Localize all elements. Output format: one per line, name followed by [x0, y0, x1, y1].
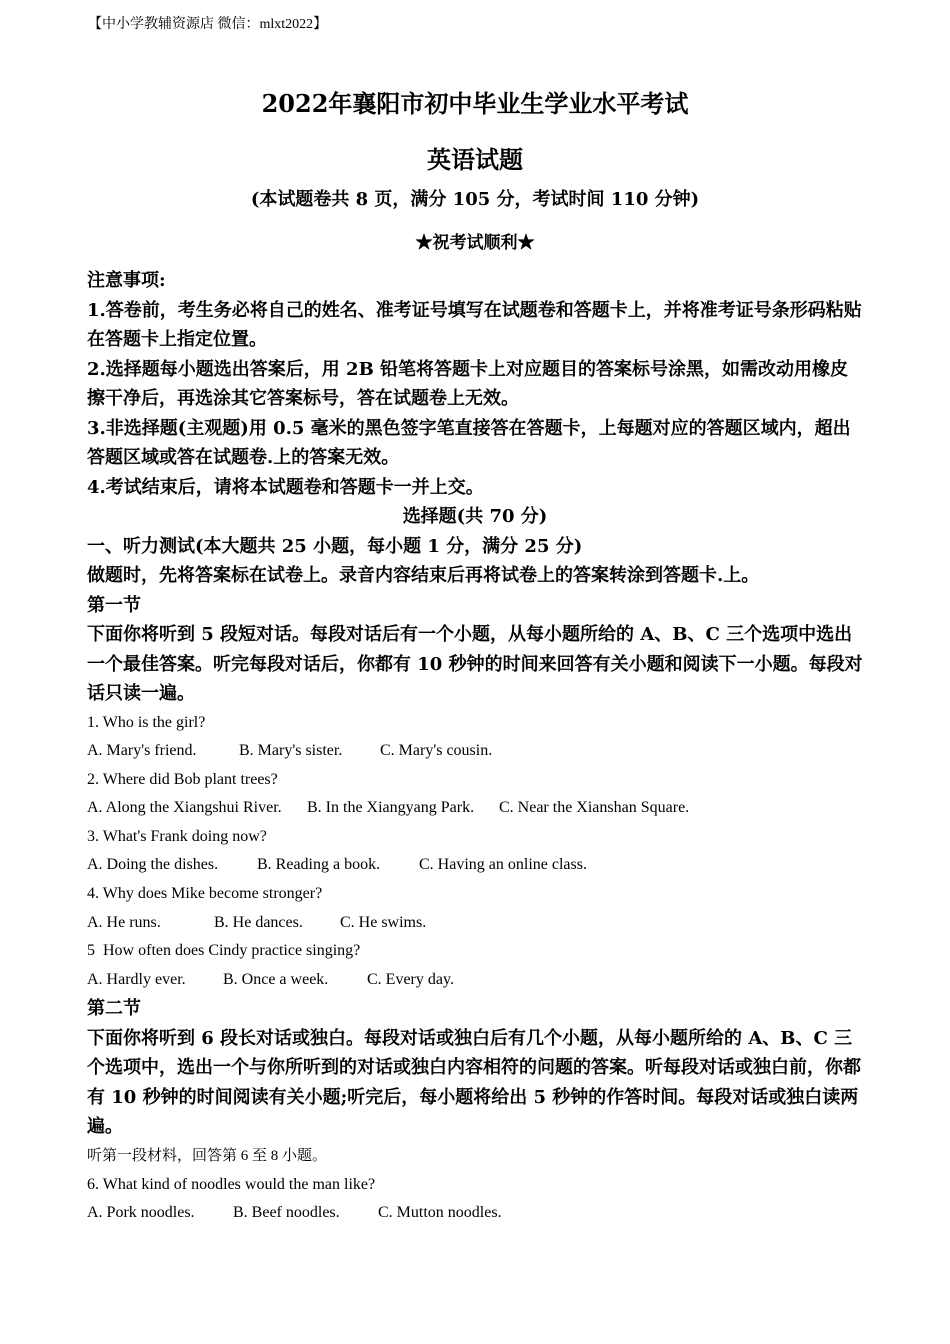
question-2-options: [87, 794, 863, 823]
option-b: B. He dances.: [214, 913, 303, 931]
question-6-options: [87, 1199, 863, 1228]
option-a: A. Hardly ever.: [87, 970, 186, 988]
question-5-options: [87, 966, 863, 995]
question-6: 6. What kind of noodles would the man like?: [87, 1175, 376, 1193]
notice-item-4: 4.考试结束后，请将本试题卷和答题卡一并上交。: [87, 476, 484, 498]
notice-item-2: 2.选择题每小题选出答案后，用 2B 铅笔将答题卡上对应题目的答案标号涂黑，如需改动用橡皮擦干净后，再选涂其它答案标号，答在试题卷上无效。: [87, 358, 849, 409]
exam-subject: 英语试题: [427, 145, 523, 174]
notice-heading: 注意事项:: [87, 270, 166, 291]
exam-info: (本试题卷共 8 页，满分 105 分，考试时间 110 分钟): [250, 189, 700, 210]
question-1: 1. Who is the girl?: [87, 713, 206, 731]
section-choice-heading: 选择题(共 70 分): [402, 506, 548, 527]
option-c: C. Mutton noodles.: [378, 1204, 502, 1222]
option-a: A. Pork noodles.: [87, 1204, 195, 1222]
material-note: 听第一段材料，回答第 6 至 8 小题。: [87, 1147, 328, 1164]
question-2: 2. Where did Bob plant trees?: [87, 770, 278, 788]
option-c: C. Mary's cousin.: [380, 742, 493, 760]
part1-instruction: 做题时，先将答案标在试卷上。录音内容结束后再将试卷上的答案转涂到答题卡.上。: [87, 565, 760, 586]
exam-title: 2022年襄阳市初中毕业生学业水平考试: [261, 89, 689, 118]
question-1-options: [87, 737, 863, 766]
option-b: B. In the Xiangyang Park.: [307, 799, 475, 817]
option-b: B. Reading a book.: [257, 856, 381, 874]
section1-description: 下面你将听到 5 段短对话。每段对话后有一个小题，从每小题所给的 A、B、C 三个选项中选出一个最佳答案。听完每段对话后，你都有 10 秒钟的时间来回答有关小题和阅读下一小题。每段对话只读一遍。: [87, 624, 863, 704]
option-a: A. Doing the dishes.: [87, 856, 219, 874]
notice-item-3: 3.非选择题(主观题)用 0.5 毫米的黑色签字笔直接答在答题卡，上每题对应的答题区域内，超出答题区域或答在试题卷.上的答案无效。: [87, 417, 851, 468]
section2-title: 第二节: [87, 998, 141, 1020]
header-note: 【中小学教辅资源店 微信：mlxt2022】: [88, 17, 328, 32]
option-c: C. Having an online class.: [419, 856, 587, 874]
part1-heading: 一、听力测试(本大题共 25 小题，每小题 1 分，满分 25 分): [87, 535, 583, 557]
option-a: A. Along the Xiangshui River.: [87, 799, 282, 817]
section2-description: 下面你将听到 6 段长对话或独白。每段对话或独白后有几个小题，从每小题所给的 A、B、C 三个选项中，选出一个与你所听到的对话或独白内容相符的问题的答案。听每段对话或独白前，你都有 10 秒钟的时间阅读有关小题;听完后，每小题将给出 5 秒钟的作答时间。每段对话或独白读两遍。: [87, 1027, 861, 1138]
notice-section: [87, 266, 863, 1228]
question-3: 3. What's Frank doing now?: [87, 827, 267, 845]
option-b: B. Once a week.: [223, 970, 329, 988]
option-b: B. Beef noodles.: [233, 1204, 340, 1222]
option-c: C. Near the Xianshan Square.: [499, 799, 690, 817]
option-a: A. He runs.: [87, 913, 161, 931]
notice-item-1: 1.答卷前，考生务必将自己的姓名、准考证号填写在试题卷和答题卡上，并将准考证号条形码粘贴在答题卡上指定位置。: [87, 299, 862, 350]
question-list: [87, 709, 863, 995]
option-c: C. He swims.: [340, 913, 427, 931]
section1-title: 第一节: [87, 594, 141, 616]
question-4-options: [87, 909, 863, 938]
option-a: A. Mary's friend.: [87, 742, 197, 760]
question-5: 5 How often does Cindy practice singing?: [87, 942, 361, 960]
option-b: B. Mary's sister.: [239, 742, 343, 760]
exam-wish: ★祝考试顺利★: [415, 233, 535, 253]
question-3-options: [87, 851, 863, 880]
question-4: 4. Why does Mike become stronger?: [87, 885, 323, 903]
option-c: C. Every day.: [367, 970, 454, 988]
